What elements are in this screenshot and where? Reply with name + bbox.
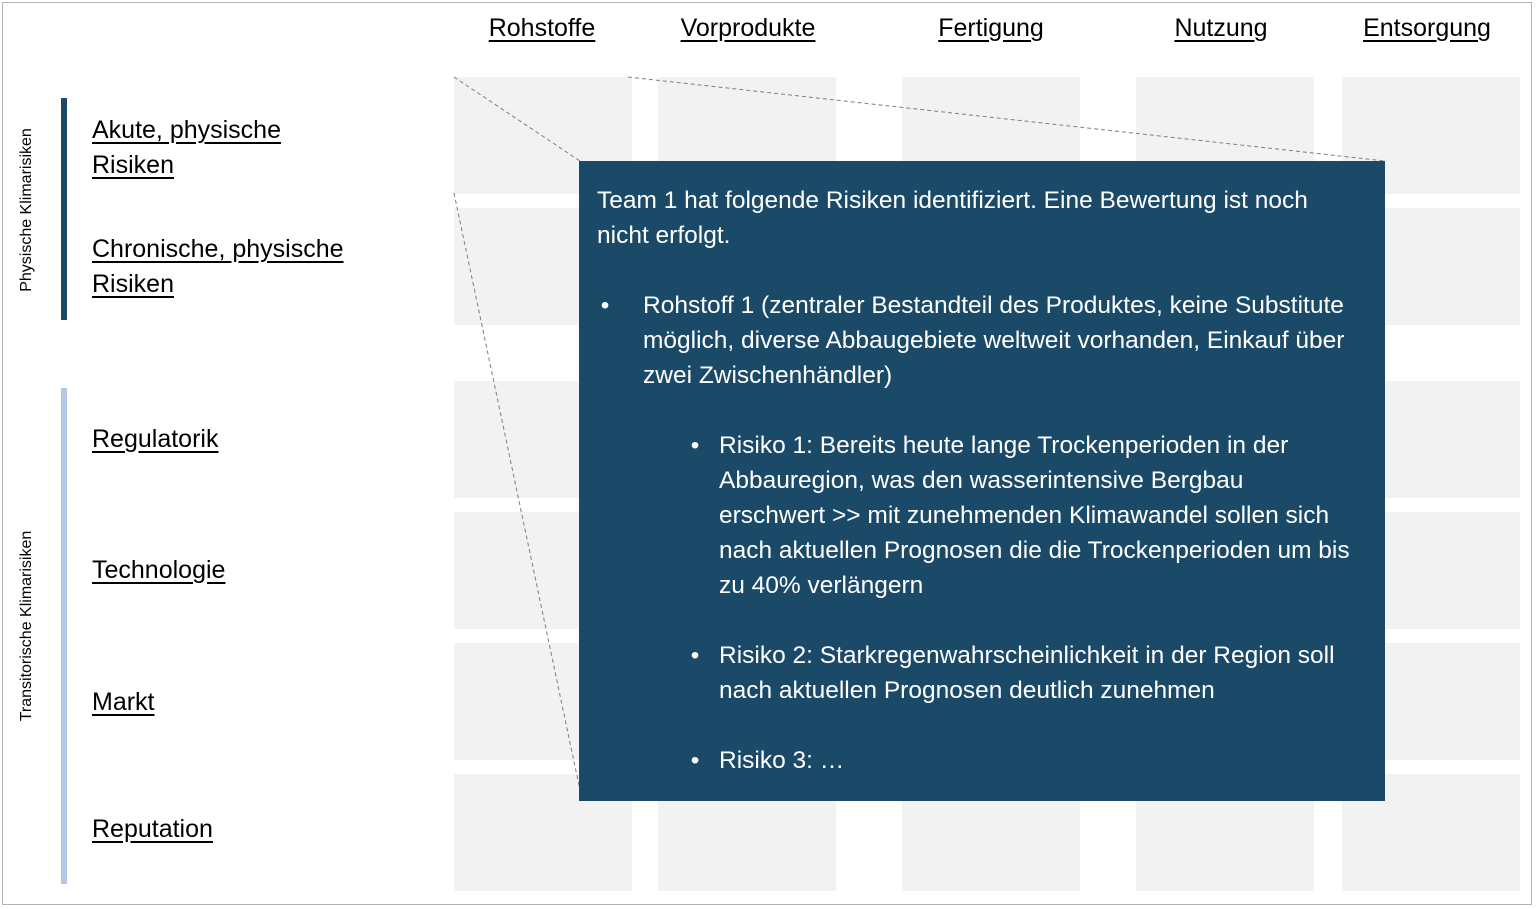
callout-intro-text: Team 1 hat folgende Risiken identifiziert. Eine Bewertung ist noch nicht erfolgt. xyxy=(597,187,1308,249)
transitory-risks-group-label: Transitorische Klimarisiken xyxy=(18,530,35,722)
connector-line-top-left xyxy=(454,77,580,161)
bullet: • xyxy=(690,642,700,669)
row-label-markt: Markt xyxy=(92,688,155,716)
risk-item-3 xyxy=(597,743,1355,778)
connector-line-bottom-left xyxy=(454,193,580,790)
column-header-nutzung: Nutzung xyxy=(1174,14,1268,42)
column-header-entsorgung: Entsorgung xyxy=(1363,14,1491,42)
row-label-regulatorik: Regulatorik xyxy=(92,425,219,453)
risk-item-text: Risiko 3: … xyxy=(719,747,845,774)
physical-risks-group-label: Physische Klimarisiken xyxy=(18,128,35,292)
risk-details-callout xyxy=(579,161,1385,801)
column-header-fertigung: Fertigung xyxy=(938,14,1044,42)
raw-material-item-text: Rohstoff 1 (zentraler Bestandteil des Produktes, keine Substitute möglich, diverse Abbaugebiete weltweit vorhanden, Einkauf über zwei Zwischenhändler) xyxy=(643,292,1345,389)
risk-item-text: Risiko 1: Bereits heute lange Trockenperioden in der Abbauregion, was den wasserintensive Bergbau erschwert >> mit zunehmenden Klimawandel sollen sich nach aktuellen Prognosen die die Trockenperioden um bis zu 40% verlängern xyxy=(719,432,1350,599)
risk-item-text: Risiko 2: Starkregenwahrscheinlichkeit in der Region soll nach aktuellen Prognosen deutlich zunehmen xyxy=(719,642,1335,704)
row-label-reputation: Reputation xyxy=(92,815,213,843)
bullet: • xyxy=(690,432,700,459)
risk-item-1 xyxy=(597,428,1355,603)
bullet: • xyxy=(600,292,610,319)
raw-material-item xyxy=(597,288,1355,393)
row-label-acute-physical-risks: Akute, physische Risiken xyxy=(92,116,281,179)
bullet: • xyxy=(690,747,700,774)
row-label-chronic-physical-risks: Chronische, physische Risiken xyxy=(92,235,344,298)
column-header-rohstoffe: Rohstoffe xyxy=(488,14,596,42)
raw-material-list xyxy=(597,288,1355,778)
risk-item-2 xyxy=(597,638,1355,708)
connector-line-top-right xyxy=(628,77,1385,161)
column-header-vorprodukte: Vorprodukte xyxy=(680,14,816,42)
row-label-technologie: Technologie xyxy=(92,556,226,584)
